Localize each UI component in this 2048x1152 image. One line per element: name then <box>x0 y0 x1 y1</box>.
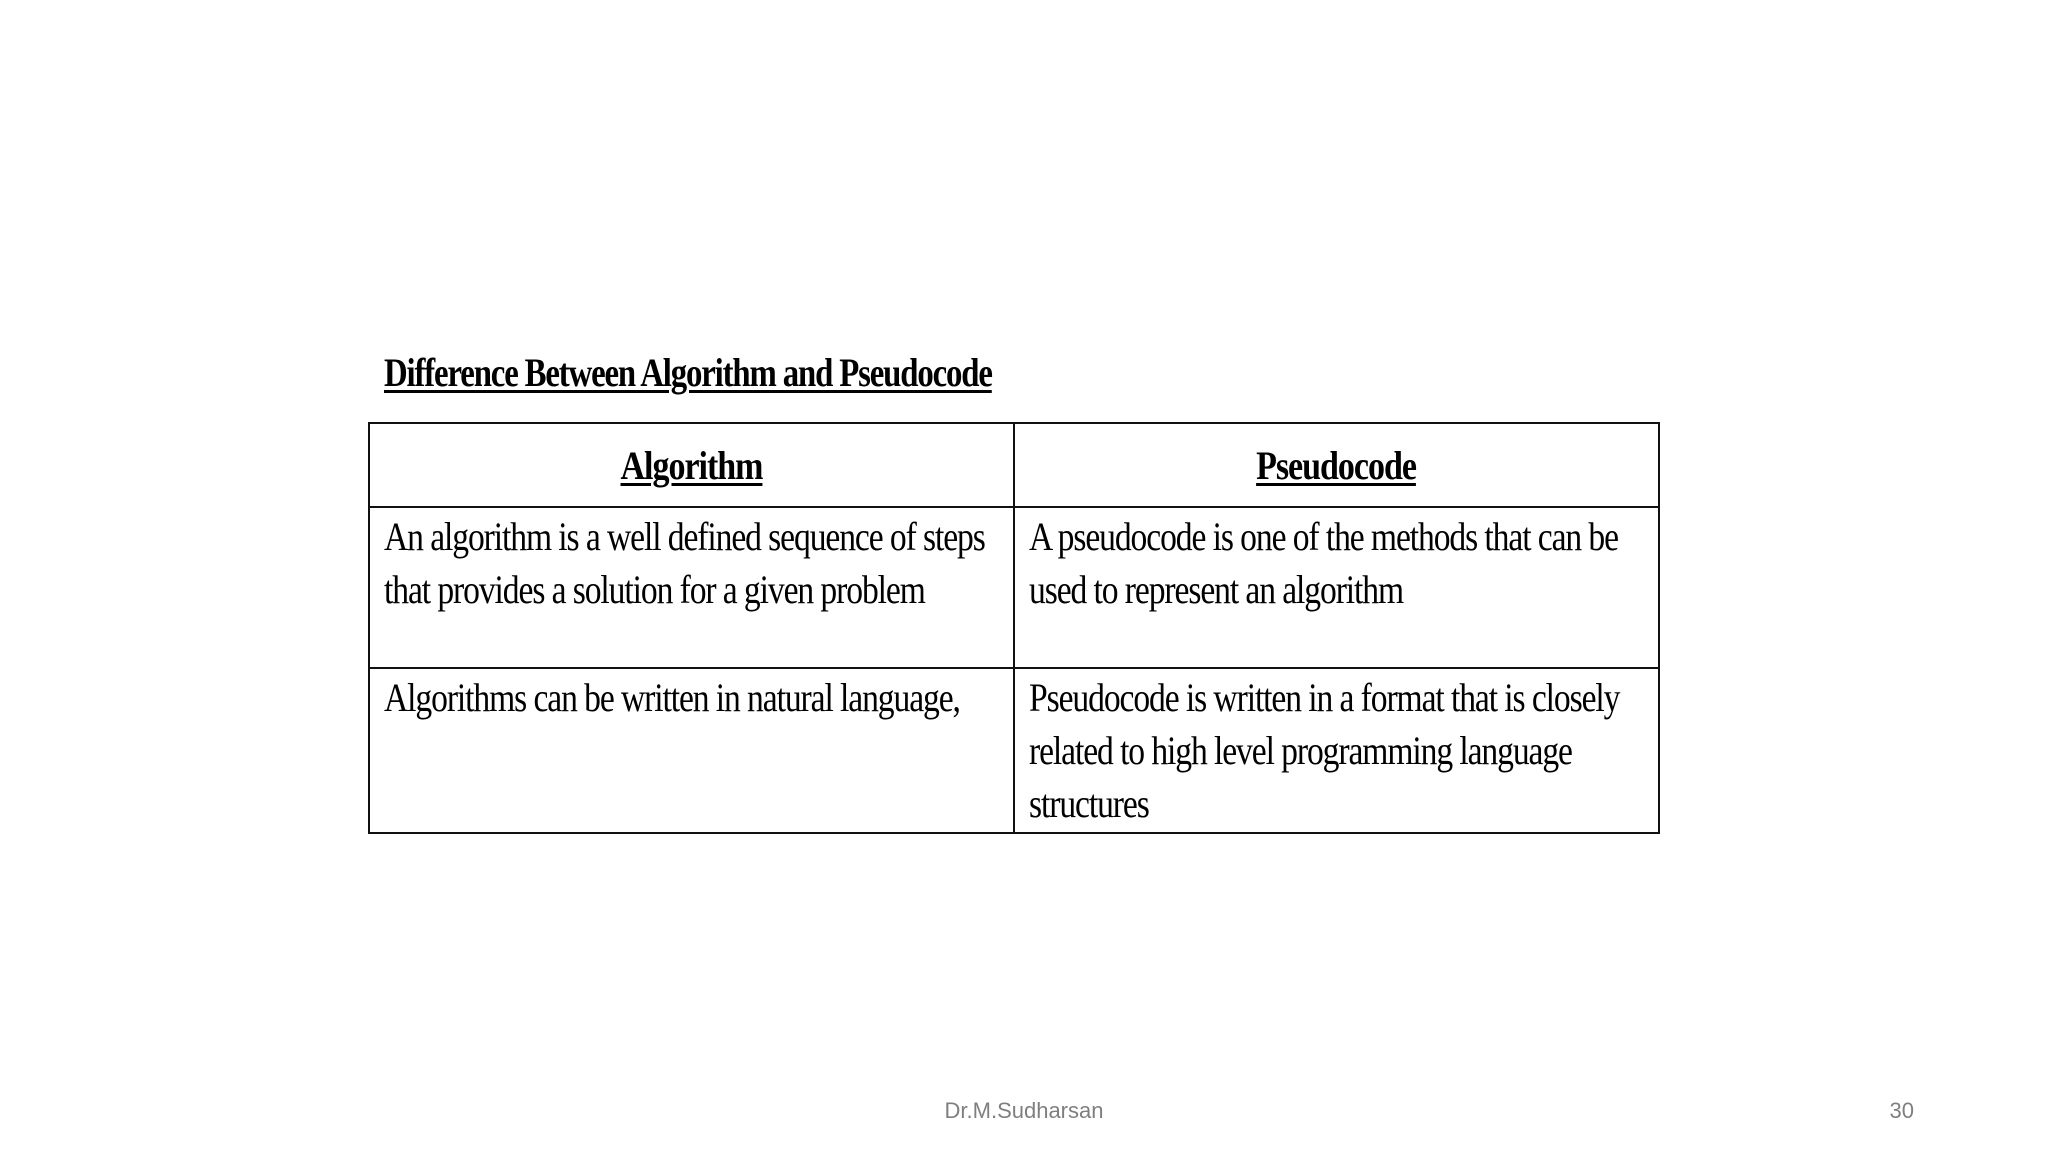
header-pseudocode: Pseudocode <box>1014 423 1659 507</box>
table-header-row <box>369 423 1659 507</box>
table-title: Difference Between Algorithm and Pseudocode <box>384 350 992 395</box>
table-cell-pseudocode-definition: A pseudocode is one of the methods that can be used to represent an algorithm <box>1014 507 1659 668</box>
table-cell-algorithm-definition: An algorithm is a well defined sequence of steps that provides a solution for a given problem <box>369 507 1014 668</box>
table-cell-pseudocode-language: Pseudocode is written in a format that is closely related to high level programming language structures <box>1014 668 1659 833</box>
table-cell-algorithm-language: Algorithms can be written in natural language, <box>369 668 1014 833</box>
slide-number: 30 <box>1889 1098 1914 1123</box>
comparison-figure <box>368 350 1660 834</box>
table-row <box>369 668 1659 833</box>
comparison-table <box>368 422 1660 834</box>
table-row <box>369 507 1659 668</box>
footer-author: Dr.M.Sudharsan <box>944 1098 1104 1123</box>
header-algorithm: Algorithm <box>369 423 1014 507</box>
